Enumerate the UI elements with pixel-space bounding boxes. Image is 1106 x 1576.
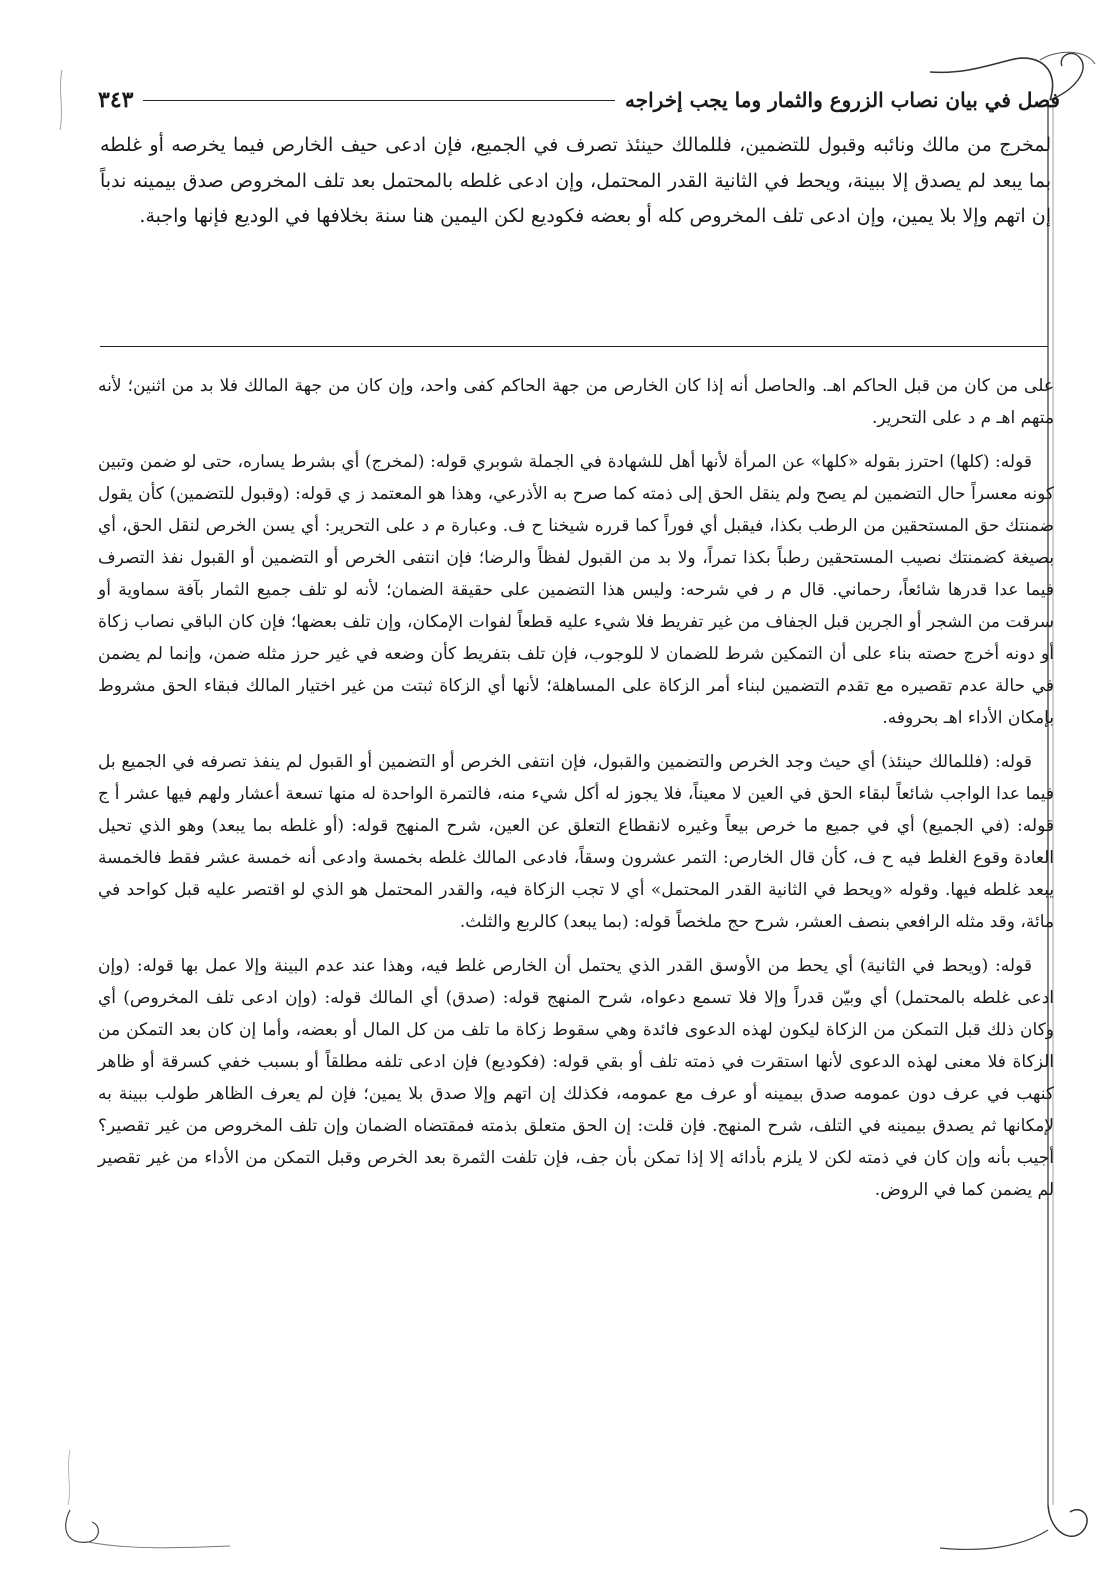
commentary-paragraph: قوله: (ويحط في الثانية) أي يحط من الأوسق القدر الذي يحتمل أن الخارص غلط فيه، وهذا عند عدم البينة وإلا عمل بها قوله: (وإن ادعى غلطه بالمحتمل) أي وبيّن قدراً وإلا فلا تسمع دعواه، شرح المنهج قوله: (صدق) أي المالك قوله: (وإن ادعى تلف المخروص) أي وكان ذلك قبل التمكن من الزكاة ليكون لهذه الدعوى فائدة وهي سقوط زكاة ما تلف من كل المال أو بعضه، وأما إن كان بعد التمكن من الزكاة فلا معنى لهذه الدعوى لأنها استقرت في ذمته تلف أو بقي قوله: (فكوديع) فإن ادعى تلفه مطلقاً أو بسبب خفي كسرقة أو ظاهر كنهب في عرف دون عمومه صدق بيمينه أو عرف مع عمومه، فكذلك إن اتهم وإلا صدق بلا يمين؛ فإن لم يعرف الظاهر طولب ببينة به لإمكانها ثم يصدق بيمينه في التلف، شرح المنهج. فإن قلت: إن الحق متعلق بذمته فمقتضاه الضمان وإن تلف المخروص من غير تقصير؟ أجيب بأنه وإن كان في ذمته لكن لا يلزم بأدائه إلا إذا تمكن بأن جف، فإن تلفت الثمرة بعد الخرص وقبل التمكن من الأداء من غير تقصير لم يضمن كما في الروض. (98, 956, 1054, 1200)
header-rule (143, 100, 615, 101)
commentary-paragraph: على من كان من قبل الحاكم اهـ. والحاصل أنه إذا كان الخارص من جهة الحاكم كفى واحد، وإن كان من جهة المالك فلا بد من اثنين؛ لأنه متهم اهـ م د على التحرير. (98, 376, 1054, 428)
text-divider (100, 346, 1048, 347)
commentary-paragraph: قوله: (فللمالك حينئذ) أي حيث وجد الخرص والتضمين والقبول، فإن انتفى الخرص أو التضمين أو القبول لم ينفذ تصرفه في الجميع بل فيما عدا الواجب شائعاً لبقاء الحق في العين لا معيناً، فلا يجوز له أكل شيء منه، فالتمرة الواحدة له منها تسعة أعشار ولهم فيها عشر أ ج قوله: (في الجميع) أي في جميع ما خرص بيعاً وغيره لانقطاع التعلق عن العين، شرح المنهج قوله: (أو غلطه بما يبعد) وهو الذي تحيل العادة وقوع الغلط فيه ح ف، كأن قال الخارص: التمر عشرون وسقاً، فادعى المالك غلطه بخمسة وادعى أنه خمسة عشر فقط فالخمسة يبعد غلطه فيها. وقوله «ويحط في الثانية القدر المحتمل» أي لا تجب الزكاة فيه، والقدر المحتمل هو الذي لو اقتصر عليه قبل كواحد في مائة، وقد مثله الرافعي بنصف العشر، شرح حج ملخصاً قوله: (بما يبعد) كالربع والثلث. (98, 752, 1054, 932)
chapter-title: فصل في بيان نصاب الزروع والثمار وما يجب إخراجه (625, 88, 1060, 112)
page-number: ٣٤٣ (98, 87, 134, 113)
main-text-block (100, 128, 1051, 235)
commentary-paragraph: قوله: (كلها) احترز بقوله «كلها» عن المرأة لأنها أهل للشهادة في الجملة شوبري قوله: (لمخرج) أي بشرط يساره، حتى لو ضمن وتبين كونه معسراً حال التضمين لم يصح ولم ينقل الحق إلى ذمته كما صرح به الأذرعي، وهذا هو المعتمد ز ي قوله: (وقبول للتضمين) كأن يقول ضمنتك حق المستحقين من الرطب بكذا، فيقبل أي فوراً كما قرره شيخنا ح ف. وعبارة م د على التحرير: أي يسن الخرص لنقل الحق، أي بصيغة كضمنتك نصيب المستحقين رطباً بكذا تمراً، ولا بد من القبول لفظاً والرضا؛ فإن انتفى الخرص أو التضمين أو القبول نفذ التصرف فيما عدا قدرها شائعاً، رحماني. قال م ر في شرحه: وليس هذا التضمين على حقيقة الضمان؛ لأنه لو تلف جميع الثمار بآفة سماوية أو سرقت من الشجر أو الجرين قبل الجفاف من غير تفريط فلا شيء عليه قطعاً لفوات الإمكان، وإن تلف بعضها؛ فإن كان الباقي نصاب زكاة أو دونه أخرج حصته بناء على أن التمكين شرط للضمان لا للوجوب، فإن تلف بتفريط كأن وضعه في غير حرز مثله ضمن، وإنما لم يضمن في حالة عدم تقصيره مع تقدم التضمين لبناء أمر الزكاة على المساهلة؛ لأنها أي الزكاة ثبتت من غير اختيار المالك فبقاء الحق مشروط بإمكان الأداء اهـ بحروفه. (98, 452, 1054, 728)
running-header (98, 80, 1060, 120)
commentary-block (98, 370, 1054, 1218)
main-paragraph: لمخرج من مالك ونائبه وقبول للتضمين، فللمالك حينئذ تصرف في الجميع، فإن ادعى حيف الخارص فيما يخرصه أو غلطه بما يبعد لم يصدق إلا ببينة، ويحط في الثانية القدر المحتمل، وإن ادعى غلطه بالمحتمل بعد تلف المخروص صدق بيمينه ندباً إن اتهم وإلا بلا يمين، وإن ادعى تلف المخروص كله أو بعضه فكوديع لكن اليمين هنا سنة بخلافها في الوديع فإنها واجبة. (100, 134, 1051, 227)
